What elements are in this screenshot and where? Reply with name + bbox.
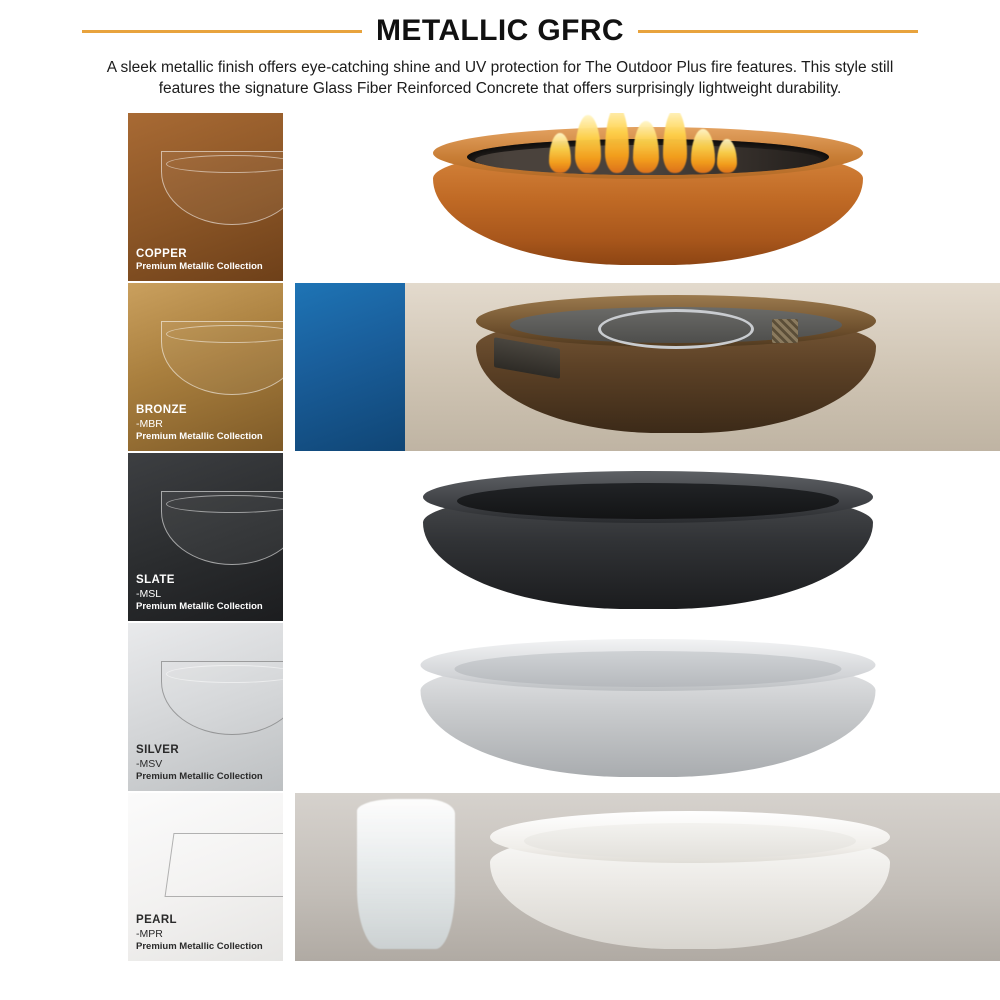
finish-row bbox=[0, 623, 1000, 793]
swatch-labels bbox=[136, 403, 277, 443]
bowl-outline-icon bbox=[161, 321, 283, 395]
swatch-labels bbox=[136, 573, 277, 613]
finish-collection: Premium Metallic Collection bbox=[136, 770, 263, 782]
swatch-labels bbox=[136, 247, 277, 274]
finish-collection: Premium Metallic Collection bbox=[136, 430, 263, 442]
finish-collection: Premium Metallic Collection bbox=[136, 600, 263, 612]
finish-row bbox=[0, 113, 1000, 283]
flame-group bbox=[543, 113, 753, 173]
water-bowl-illustration bbox=[490, 811, 890, 961]
bowl-outline-icon bbox=[161, 491, 283, 565]
finish-name: SLATE bbox=[136, 574, 175, 587]
product-photo-pearl bbox=[295, 793, 1000, 961]
burner-box bbox=[772, 319, 798, 343]
finish-name: COPPER bbox=[136, 247, 187, 260]
bowl-inner bbox=[457, 483, 839, 519]
finish-collection: Premium Metallic Collection bbox=[136, 260, 263, 272]
page-title: METALLIC GFRC bbox=[376, 14, 624, 47]
finish-name: SILVER bbox=[136, 744, 180, 757]
header-rule-left bbox=[82, 30, 362, 33]
page-header bbox=[0, 0, 1000, 48]
pool-water bbox=[295, 283, 423, 451]
product-photo-copper bbox=[295, 113, 1000, 281]
finish-code: -MBR bbox=[136, 417, 163, 430]
swatch-bronze[interactable] bbox=[128, 283, 283, 451]
finish-code: -MSL bbox=[136, 587, 162, 600]
product-photo-silver bbox=[295, 623, 1000, 791]
bowl-outline-icon bbox=[161, 661, 283, 735]
product-photo-bronze bbox=[295, 283, 1000, 451]
product-photo-slate bbox=[295, 453, 1000, 621]
swatch-slate[interactable] bbox=[128, 453, 283, 621]
swatch-labels bbox=[136, 913, 277, 953]
finish-row bbox=[0, 283, 1000, 453]
swatch-labels bbox=[136, 743, 277, 783]
finish-list bbox=[0, 113, 1000, 963]
finish-code: -MPR bbox=[136, 927, 163, 940]
bowl-illustration bbox=[423, 471, 873, 621]
finish-row bbox=[0, 793, 1000, 963]
finish-name: BRONZE bbox=[136, 404, 187, 417]
header-rule-right bbox=[638, 30, 918, 33]
swatch-copper[interactable] bbox=[128, 113, 283, 281]
bowl-outline-icon bbox=[161, 151, 283, 225]
water-spill bbox=[357, 799, 455, 949]
bowl-illustration bbox=[420, 639, 875, 789]
swatch-pearl[interactable] bbox=[128, 793, 283, 961]
square-bowl-outline-icon bbox=[165, 833, 283, 897]
finish-name: PEARL bbox=[136, 914, 177, 927]
intro-paragraph: A sleek metallic finish offers eye-catching shine and UV protection for The Outdoor Plus fire features. This style still features the signature Glass Fiber Reinforced Concrete that offers surprisingly lightweight durability. bbox=[106, 59, 894, 97]
finish-row bbox=[0, 453, 1000, 623]
bowl-inner bbox=[524, 823, 856, 859]
burner-ring bbox=[598, 309, 754, 349]
finish-code: -MSV bbox=[136, 757, 163, 770]
bowl-inner bbox=[454, 651, 841, 687]
fire-water-bowl-illustration bbox=[476, 295, 876, 445]
finish-collection: Premium Metallic Collection bbox=[136, 940, 263, 952]
fire-bowl-illustration bbox=[433, 127, 863, 277]
swatch-silver[interactable] bbox=[128, 623, 283, 791]
